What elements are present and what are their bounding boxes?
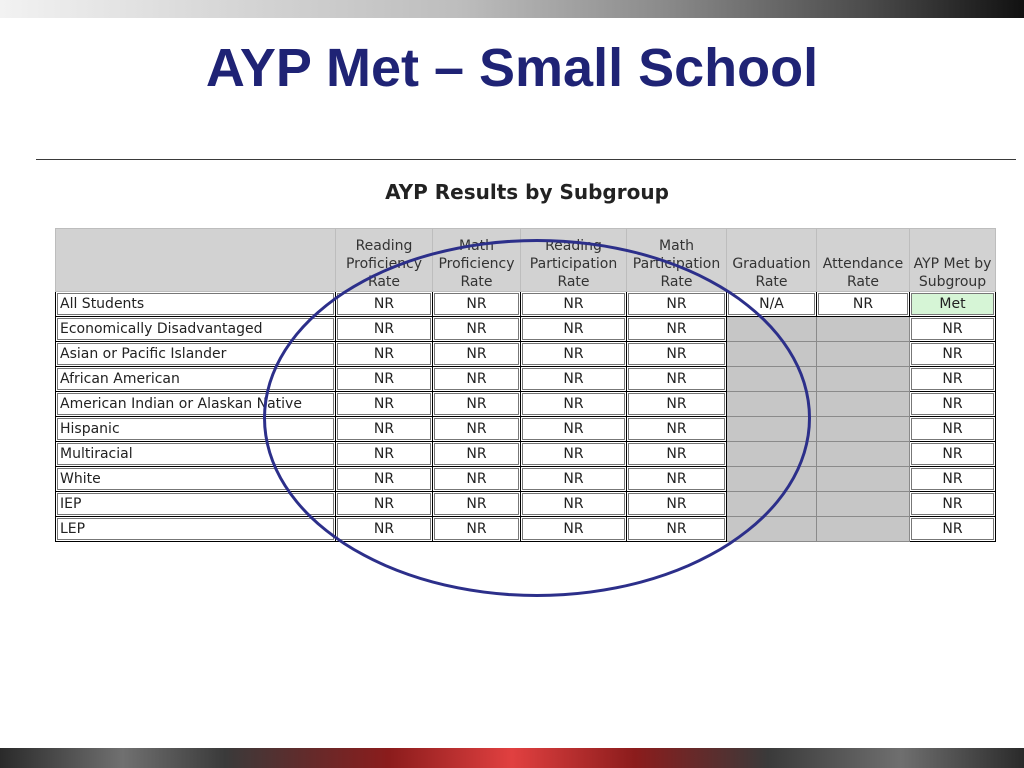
graduation-rate-cell xyxy=(727,342,817,367)
header-subgroup xyxy=(56,229,336,292)
bottom-decorative-bar xyxy=(0,748,1024,768)
math-participation-cell: NR xyxy=(627,517,727,542)
header-attendance-rate: Attendance Rate xyxy=(817,229,910,292)
subgroup-label: LEP xyxy=(56,517,336,542)
graduation-rate-cell xyxy=(727,417,817,442)
top-decorative-bar xyxy=(0,0,1024,18)
math-participation-cell: NR xyxy=(627,442,727,467)
reading-participation-cell: NR xyxy=(521,392,627,417)
math-proficiency-cell: NR xyxy=(433,492,521,517)
graduation-rate-cell xyxy=(727,367,817,392)
reading-proficiency-cell: NR xyxy=(336,342,433,367)
subgroup-label: American Indian or Alaskan Native xyxy=(56,392,336,417)
ayp-met-cell: NR xyxy=(910,417,996,442)
slide-title: AYP Met – Small School xyxy=(205,38,819,98)
subgroup-label: White xyxy=(56,467,336,492)
subgroup-label: Hispanic xyxy=(56,417,336,442)
reading-proficiency-cell: NR xyxy=(336,442,433,467)
header-row xyxy=(56,229,996,292)
attendance-rate-cell xyxy=(817,517,910,542)
header-reading-participation: Reading Participation Rate xyxy=(521,229,627,292)
graduation-rate-cell xyxy=(727,442,817,467)
math-participation-cell: NR xyxy=(627,417,727,442)
ayp-met-cell: NR xyxy=(910,467,996,492)
reading-participation-cell: NR xyxy=(521,442,627,467)
math-participation-cell: NR xyxy=(627,342,727,367)
reading-participation-cell: NR xyxy=(521,317,627,342)
math-participation-cell: NR xyxy=(627,367,727,392)
table-row xyxy=(56,442,996,467)
ayp-met-cell: NR xyxy=(910,342,996,367)
graduation-rate-cell xyxy=(727,317,817,342)
graduation-rate-cell xyxy=(727,467,817,492)
math-participation-cell: NR xyxy=(627,492,727,517)
reading-proficiency-cell: NR xyxy=(336,467,433,492)
reading-proficiency-cell: NR xyxy=(336,292,433,317)
graduation-rate-cell xyxy=(727,492,817,517)
reading-proficiency-cell: NR xyxy=(336,392,433,417)
attendance-rate-cell xyxy=(817,417,910,442)
reading-participation-cell: NR xyxy=(521,417,627,442)
table-row xyxy=(56,417,996,442)
ayp-met-cell: NR xyxy=(910,492,996,517)
graduation-rate-cell xyxy=(727,392,817,417)
table-row xyxy=(56,367,996,392)
subgroup-label: Asian or Pacific Islander xyxy=(56,342,336,367)
subgroup-label: All Students xyxy=(56,292,336,317)
math-participation-cell: NR xyxy=(627,317,727,342)
table-row xyxy=(56,342,996,367)
header-math-participation: Math Participation Rate xyxy=(627,229,727,292)
attendance-rate-cell xyxy=(817,367,910,392)
ayp-met-cell: NR xyxy=(910,517,996,542)
attendance-rate-cell xyxy=(817,342,910,367)
table-title: AYP Results by Subgroup xyxy=(385,180,669,204)
header-math-proficiency: Math Proficiency Rate xyxy=(433,229,521,292)
math-proficiency-cell: NR xyxy=(433,342,521,367)
math-proficiency-cell: NR xyxy=(433,292,521,317)
math-proficiency-cell: NR xyxy=(433,317,521,342)
attendance-rate-cell xyxy=(817,392,910,417)
math-proficiency-cell: NR xyxy=(433,392,521,417)
table-row xyxy=(56,392,996,417)
attendance-rate-cell: NR xyxy=(817,292,910,317)
graduation-rate-cell xyxy=(727,517,817,542)
math-proficiency-cell: NR xyxy=(433,367,521,392)
ayp-results-table xyxy=(55,228,996,542)
attendance-rate-cell xyxy=(817,442,910,467)
math-proficiency-cell: NR xyxy=(433,442,521,467)
subgroup-label: African American xyxy=(56,367,336,392)
math-proficiency-cell: NR xyxy=(433,417,521,442)
ayp-met-cell: NR xyxy=(910,392,996,417)
reading-participation-cell: NR xyxy=(521,467,627,492)
reading-participation-cell: NR xyxy=(521,292,627,317)
reading-participation-cell: NR xyxy=(521,492,627,517)
graduation-rate-cell: N/A xyxy=(727,292,817,317)
reading-proficiency-cell: NR xyxy=(336,517,433,542)
reading-proficiency-cell: NR xyxy=(336,367,433,392)
table-row xyxy=(56,517,996,542)
subgroup-label: Multiracial xyxy=(56,442,336,467)
subgroup-label: Economically Disadvantaged xyxy=(56,317,336,342)
reading-participation-cell: NR xyxy=(521,517,627,542)
reading-participation-cell: NR xyxy=(521,342,627,367)
math-proficiency-cell: NR xyxy=(433,517,521,542)
reading-proficiency-cell: NR xyxy=(336,492,433,517)
reading-participation-cell: NR xyxy=(521,367,627,392)
header-reading-proficiency: Reading Proficiency Rate xyxy=(336,229,433,292)
subgroup-label: IEP xyxy=(56,492,336,517)
table-row xyxy=(56,317,996,342)
attendance-rate-cell xyxy=(817,467,910,492)
ayp-met-cell: NR xyxy=(910,442,996,467)
math-participation-cell: NR xyxy=(627,467,727,492)
attendance-rate-cell xyxy=(817,317,910,342)
reading-proficiency-cell: NR xyxy=(336,417,433,442)
attendance-rate-cell xyxy=(817,492,910,517)
math-proficiency-cell: NR xyxy=(433,467,521,492)
ayp-met-cell: NR xyxy=(910,317,996,342)
ayp-met-cell: Met xyxy=(910,292,996,317)
title-divider xyxy=(36,159,1016,160)
table-row xyxy=(56,467,996,492)
ayp-met-cell: NR xyxy=(910,367,996,392)
reading-proficiency-cell: NR xyxy=(336,317,433,342)
header-graduation-rate: Graduation Rate xyxy=(727,229,817,292)
header-ayp-met: AYP Met by Subgroup xyxy=(910,229,996,292)
math-participation-cell: NR xyxy=(627,392,727,417)
math-participation-cell: NR xyxy=(627,292,727,317)
table-row xyxy=(56,292,996,317)
table-row xyxy=(56,492,996,517)
